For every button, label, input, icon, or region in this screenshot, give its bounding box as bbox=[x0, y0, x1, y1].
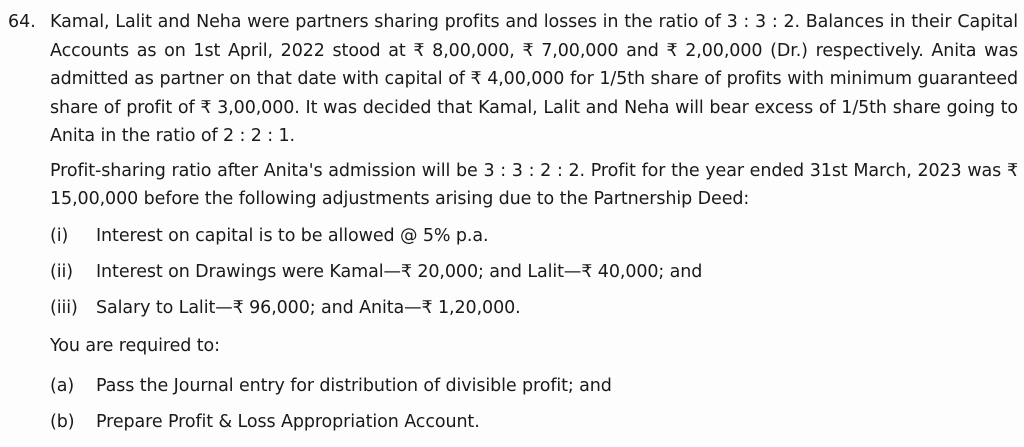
requirements-list bbox=[50, 368, 1018, 440]
list-marker: (a) bbox=[50, 375, 75, 396]
list-item-text: Salary to Lalit—₹ 96,000; and Anita—₹ 1,20,000. bbox=[96, 297, 521, 318]
list-item bbox=[50, 404, 1018, 440]
list-marker: (ii) bbox=[50, 261, 73, 282]
list-item-text: Prepare Profit & Loss Appropriation Account. bbox=[96, 411, 480, 432]
list-item-text: Interest on Drawings were Kamal—₹ 20,000; and Lalit—₹ 40,000; and bbox=[96, 261, 703, 282]
list-item bbox=[50, 368, 1018, 404]
list-item-text: Pass the Journal entry for distribution of divisible profit; and bbox=[96, 375, 612, 396]
requirement-intro: You are required to: bbox=[50, 335, 220, 356]
list-item bbox=[50, 254, 1018, 290]
question-paragraph-1: Kamal, Lalit and Neha were partners sharing profits and losses in the ratio of 3 : 3 : 2. Balances in their Capital Accounts as on 1st April, 2022 stood at ₹ 8,00,000, ₹ 7,00,000 and ₹ 2,00,000 (Dr.) respectively. Anita was admitted as partner on that date with capital of ₹ 4,00,000 for 1/5th share of profits with minimum guaranteed share of profit of ₹ 3,00,000. It was decided that Kamal, Lalit and Neha will bear excess of 1/5th share going to Anita in the ratio of 2 : 2 : 1. bbox=[50, 12, 1018, 146]
list-item-text: Interest on capital is to be allowed @ 5% p.a. bbox=[96, 225, 489, 246]
question-body bbox=[50, 8, 1018, 440]
question-paragraph-2: Profit-sharing ratio after Anita's admission will be 3 : 3 : 2 : 2. Profit for the year ended 31st March, 2023 was ₹ 15,00,000 before the following adjustments arising due to the Partnership Deed: bbox=[50, 160, 1018, 209]
list-marker: (iii) bbox=[50, 297, 78, 318]
list-item bbox=[50, 218, 1018, 254]
list-marker: (b) bbox=[50, 411, 75, 432]
list-item bbox=[50, 290, 1018, 326]
adjustments-list bbox=[50, 218, 1018, 326]
list-marker: (i) bbox=[50, 225, 69, 246]
question-number: 64. bbox=[8, 12, 36, 32]
